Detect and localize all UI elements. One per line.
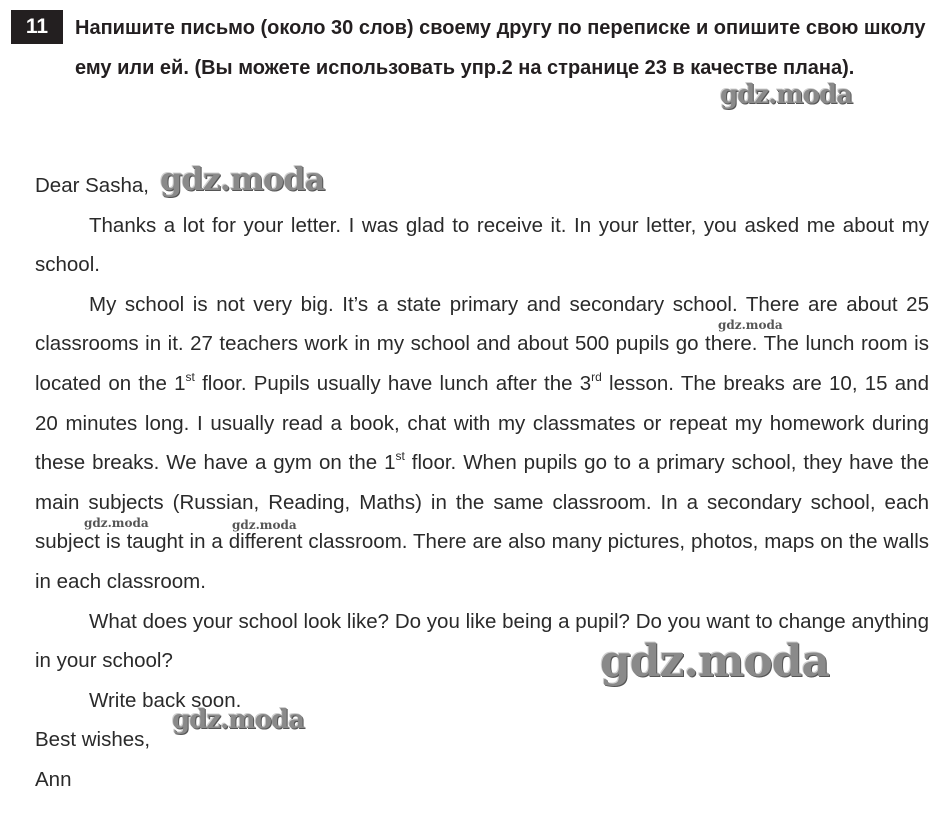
letter-signature: Ann	[35, 767, 72, 791]
task-number-badge: 11	[11, 10, 63, 44]
letter-greeting: Dear Sasha,	[35, 174, 149, 197]
letter-signoff: Best wishes,	[35, 728, 151, 752]
letter-closing: Write back soon.	[89, 688, 242, 712]
watermark: gdz.moda	[720, 80, 853, 110]
p2-sup-2: rd	[591, 369, 602, 384]
watermark: gdz.moda	[600, 636, 830, 687]
letter-paragraph-3: What does your school look like? Do you like being a pupil? Do you want to change anything in your school?	[35, 609, 929, 673]
letter-paragraph-1: Thanks a lot for your letter. I was glad to receive it. In your letter, you asked me about my school.	[35, 213, 929, 277]
p2-text-b: floor. Pupils usually have lunch after the 3	[194, 371, 592, 395]
letter-body	[35, 166, 929, 800]
task-instruction: Напишите письмо (около 30 слов) своему другу по переписке и опишите свою школу ему или ей. (Вы можете использовать упр.2 на странице 23 в качестве плана).	[75, 17, 926, 79]
p2-sup-3: st	[395, 449, 405, 464]
p2-text-c: lesson. The breaks are 10, 15 and 20 minutes long. I usually read a book, chat with my classmates or repeat my homework during these breaks. We have a gym on the 1	[35, 371, 929, 475]
watermark: gdz.moda	[84, 516, 149, 530]
watermark: gdz.moda	[232, 518, 297, 532]
watermark: gdz.moda	[718, 318, 783, 332]
p2-text-d: floor. When pupils go to a primary school, they have the main subjects (Russian, Reading, Maths) in the same classroom. In a secondary school, each subject is taught in a different classroom. There are also many pictures, photos, maps on the walls in each classroom.	[35, 451, 930, 593]
p2-sup-1: st	[185, 369, 195, 384]
watermark: gdz.moda	[172, 705, 305, 735]
letter-paragraph-2	[35, 285, 929, 602]
p2-text-a: My school is not very big. It’s a state primary and secondary school. There are about 25 classrooms in it. 27 teachers work in my school and about 500 pupils go there. The lunch room is located on the 1	[35, 292, 929, 395]
watermark: gdz.moda	[160, 160, 325, 198]
